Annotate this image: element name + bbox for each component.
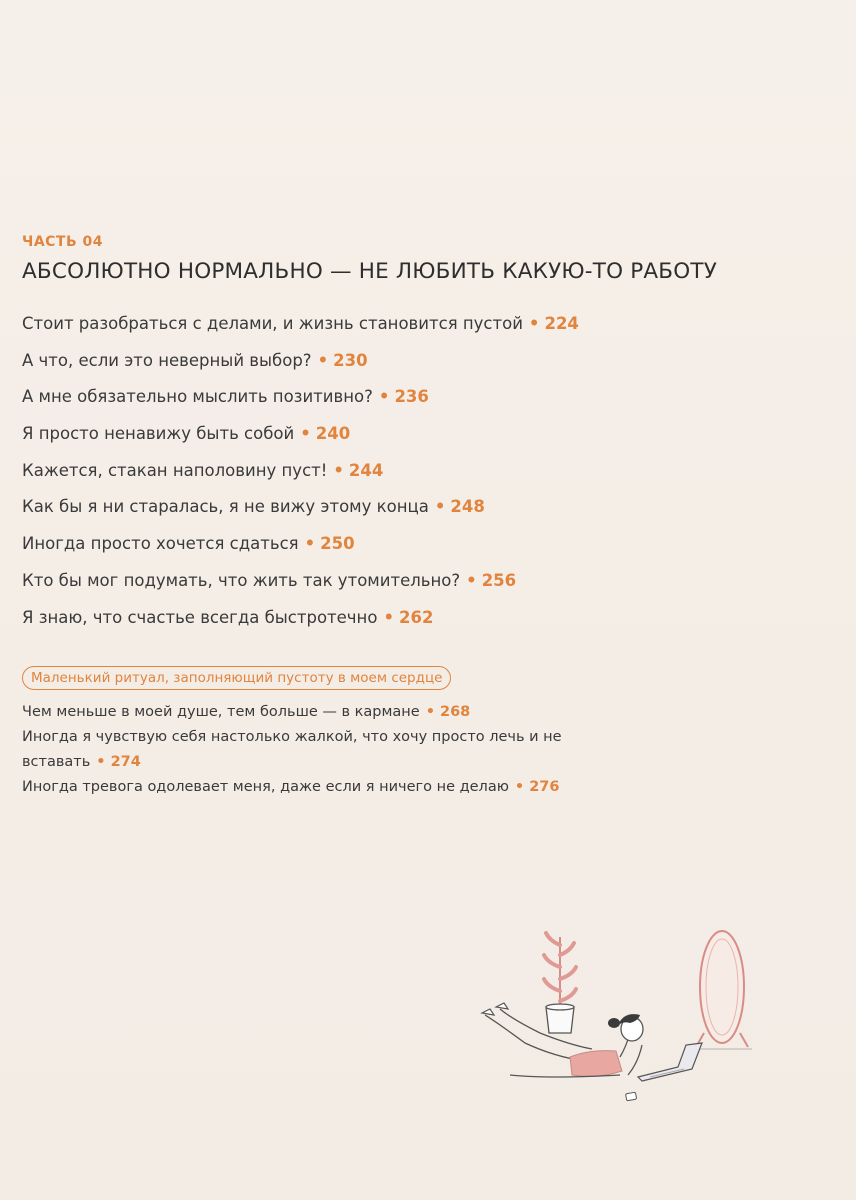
toc-entry-page: 250 xyxy=(320,534,355,554)
toc-entry-page: 240 xyxy=(315,424,351,444)
toc-entry-title: Кто бы мог подумать, что жить так утомительно? xyxy=(22,570,461,590)
toc-entry-page: 262 xyxy=(398,607,434,627)
bullet-icon: • xyxy=(300,424,311,444)
part-number: ЧАСТЬ 04 xyxy=(22,234,103,250)
ritual-entry[interactable] xyxy=(22,700,602,725)
toc-entry-title: Стоит разобраться с делами, и жизнь становится пустой xyxy=(22,314,523,333)
toc-entry[interactable] xyxy=(22,563,579,600)
girl-lying-with-laptop-illustration xyxy=(470,925,770,1125)
toc-entry-page: 230 xyxy=(333,350,368,370)
standing-mirror-icon xyxy=(692,931,752,1049)
ritual-entry-page: 274 xyxy=(110,754,141,770)
bullet-icon: • xyxy=(383,607,394,627)
toc-entry[interactable] xyxy=(22,306,579,343)
toc-entry-title: Я знаю, что счастье всегда быстротечно xyxy=(22,607,378,627)
toc-entry-title: А мне обязательно мыслить позитивно? xyxy=(22,387,373,407)
toc-entry[interactable] xyxy=(22,600,579,637)
toc-entry[interactable] xyxy=(22,416,579,453)
ritual-entry-page: 268 xyxy=(439,704,471,720)
ritual-entry-title: Иногда я чувствую себя настолько жалкой, что хочу просто лечь и не вставать xyxy=(22,729,562,770)
ritual-entry[interactable] xyxy=(22,725,602,775)
toc-entry-page: 244 xyxy=(348,460,384,480)
ritual-entry-title: Иногда тревога одолевает меня, даже если я ничего не делаю xyxy=(22,779,509,795)
toc-entry[interactable] xyxy=(22,379,579,416)
toc-entry[interactable] xyxy=(22,453,579,490)
toc-entry-title: Я просто ненавижу быть собой xyxy=(22,424,295,444)
toc-entry-page: 224 xyxy=(544,314,579,333)
lying-girl-icon xyxy=(482,1003,702,1101)
ritual-section-badge: Маленький ритуал, заполняющий пустоту в моем сердце xyxy=(22,666,451,690)
bullet-icon: • xyxy=(514,779,525,795)
bullet-icon: • xyxy=(434,497,446,517)
ritual-entries xyxy=(22,700,602,800)
bullet-icon: • xyxy=(466,570,477,590)
toc-entry-title: Кажется, стакан наполовину пуст! xyxy=(22,460,328,480)
toc-entry-page: 248 xyxy=(450,497,485,517)
toc-entry[interactable] xyxy=(22,526,579,563)
ritual-entry-title: Чем меньше в моей душе, тем больше — в кармане xyxy=(22,704,420,720)
toc-entry[interactable] xyxy=(22,489,579,526)
toc-entry-page: 236 xyxy=(394,387,429,407)
toc-entry-title: А что, если это неверный выбор? xyxy=(22,350,312,370)
potted-plant-icon xyxy=(544,933,576,1033)
bullet-icon: • xyxy=(333,460,344,480)
bullet-icon: • xyxy=(96,754,106,770)
bullet-icon: • xyxy=(304,534,316,554)
bullet-icon: • xyxy=(425,704,435,720)
toc-entry-page: 256 xyxy=(481,570,517,590)
toc-entry-title: Иногда просто хочется сдаться xyxy=(22,534,299,554)
toc-entry-title: Как бы я ни старалась, я не вижу этому конца xyxy=(22,497,429,517)
toc-entry[interactable] xyxy=(22,343,579,380)
part-title: АБСОЛЮТНО НОРМАЛЬНО — НЕ ЛЮБИТЬ КАКУЮ-ТО РАБОТУ xyxy=(22,259,718,284)
bullet-icon: • xyxy=(317,350,329,370)
ritual-entry-page: 276 xyxy=(529,779,560,795)
ritual-entry[interactable] xyxy=(22,775,602,800)
bullet-icon: • xyxy=(378,387,390,407)
bullet-icon: • xyxy=(528,314,540,333)
table-of-contents xyxy=(22,306,579,636)
